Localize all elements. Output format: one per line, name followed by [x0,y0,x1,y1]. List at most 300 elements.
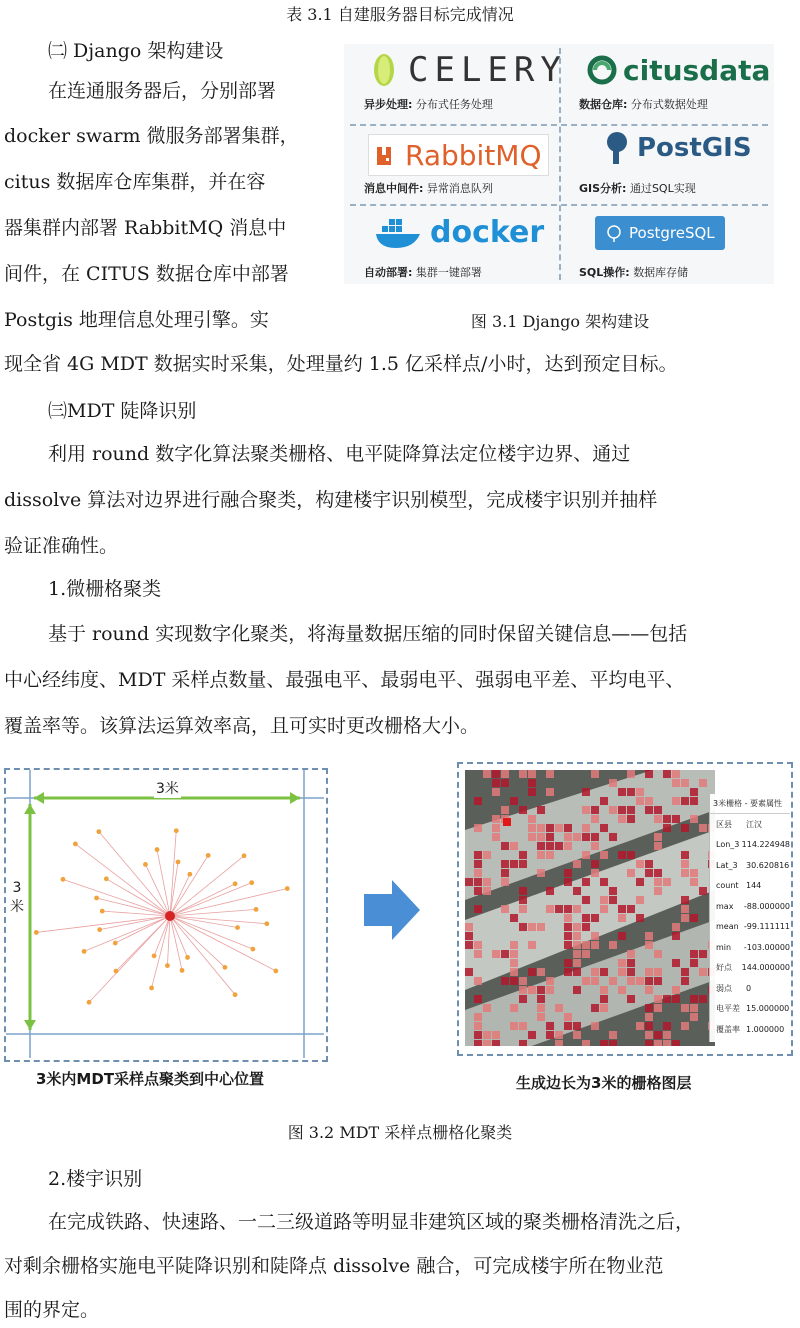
satellite-grid-svg [465,770,715,1046]
grid-cell [564,959,572,967]
grid-cell [618,788,626,796]
attribute-value: 0 [746,983,752,993]
grid-cell [573,968,581,976]
grid-cell [690,995,698,1003]
tech-label: GIS分析: [579,182,627,195]
grid-cell [501,860,509,868]
grid-cell [537,824,545,832]
grid-cell [618,986,626,994]
grid-cell [600,995,608,1003]
grid-cell [528,788,536,796]
tech-item-celery [344,44,567,124]
grid-cell [483,851,491,859]
grid-cell [636,896,644,904]
grid-cell [510,1004,518,1012]
grid-cell [501,977,509,985]
grid-cell [528,833,536,841]
grid-cell [645,806,653,814]
docker-logo-text: docker [430,214,545,250]
figure-caption: 图 3.2 MDT 采样点栅格化聚类 [287,1123,513,1142]
cluster-ray [170,916,253,949]
grid-cell [528,986,536,994]
grid-cell [555,1040,563,1046]
grid-cell [555,1004,563,1012]
grid-cell [573,833,581,841]
sample-point [34,930,39,935]
grid-cell [645,932,653,940]
postgresql-logo-text: PostgreSQL [629,224,715,242]
grid-cell [555,1031,563,1039]
attribute-key: 区县 [716,819,732,829]
cluster-ray [170,916,235,995]
grid-cell [528,824,536,832]
grid-cell [573,941,581,949]
grid-cell [573,905,581,913]
grid-cell [645,941,653,949]
grid-cell [510,959,518,967]
grid-cell [627,869,635,877]
grid-cell [519,977,527,985]
grid-cell [645,770,653,778]
grid-cell [690,1004,698,1012]
sample-point [223,965,228,970]
attribute-value: -88.000000 [743,901,790,911]
grid-cell [519,1022,527,1030]
grid-cell [627,977,635,985]
grid-divider-horizontal [350,204,768,206]
grid-cell [582,1040,590,1046]
section-heading-django: ㈡ Django 架构建设 [48,40,224,62]
grid-cell [600,797,608,805]
sample-point [73,842,78,847]
grid-cell [501,869,509,877]
sample-point [185,955,190,960]
sample-point [242,853,247,858]
tech-desc: 数据库存储 [633,266,689,279]
grid-cell [582,941,590,949]
sample-point [249,880,254,885]
celery-logo-text: CELERY [408,50,567,90]
grid-cell [681,896,689,904]
grid-cell [600,851,608,859]
grid-cell [636,860,644,868]
grid-cell [699,950,707,958]
citus-logo-text: citusdata [623,53,771,87]
sample-point [264,921,269,926]
paragraph-line: 围的界定。 [4,1299,100,1321]
grid-cell [474,977,482,985]
sample-point [94,896,99,901]
tech-label: 异步处理: [364,98,413,111]
grid-cell [510,914,518,922]
right-arrow-icon [364,880,420,940]
grid-cell [618,806,626,814]
grid-cell [681,905,689,913]
grid-cell [699,995,707,1003]
sample-point [285,886,290,891]
grid-cell [645,860,653,868]
attribute-row [710,958,790,979]
grid-cell [609,806,617,814]
grid-cell [672,1040,680,1046]
grid-cell [636,914,644,922]
grid-cell [609,833,617,841]
grid-cell [690,788,698,796]
grid-cell [609,896,617,904]
sample-point [114,969,119,974]
grid-cell [564,1022,572,1030]
paragraph-line: 现全省 4G MDT 数据实时采集，处理量约 1.5 亿采样点/小时，达到预定目标。 [4,353,678,375]
grid-cell [582,806,590,814]
attribute-value: 144.000000 [741,963,790,973]
grid-cell [681,1022,689,1030]
tech-desc: 集群一键部署 [415,266,482,279]
grid-cell [510,1022,518,1030]
cluster-diagram-svg [6,770,326,1060]
grid-cell [465,932,473,940]
grid-cell [555,842,563,850]
attribute-row [710,978,790,999]
attribute-key: mean [716,922,739,932]
sample-point [149,986,154,991]
sample-point [233,992,238,997]
grid-cell [564,833,572,841]
grid-cell [591,914,599,922]
celery-leaf-icon [366,52,402,88]
grid-cell [672,959,680,967]
grid-cell [474,1013,482,1021]
grid-cell [627,905,635,913]
grid-cell [537,995,545,1003]
grid-cell [591,806,599,814]
sample-point [235,925,240,930]
grid-cell [474,1031,482,1039]
cluster-ray [170,916,182,970]
grid-cell [681,914,689,922]
grid-cell [483,770,491,778]
grid-cell [681,968,689,976]
grid-cell [510,977,518,985]
sample-point [254,907,259,912]
grid-cell [645,968,653,976]
grid-cell [564,923,572,931]
sample-point [143,862,148,867]
grid-cell [546,1022,554,1030]
grid-cell [600,896,608,904]
cluster-ray [145,864,170,916]
dimension-label-height: 3 米 [10,880,24,915]
grid-cell [645,869,653,877]
grid-cell [546,905,554,913]
grid-cell [474,887,482,895]
grid-cell [465,878,473,886]
grid-cell [672,770,680,778]
attribute-row [710,917,790,938]
grid-cell [690,797,698,805]
grid-cell [528,941,536,949]
grid-cell [492,833,500,841]
attribute-row [710,814,790,835]
paragraph-line: 对剩余栅格实施电平陡降识别和陡降点 dissolve 融合，可完成楼宇所在物业范 [4,1255,664,1277]
grid-cell [627,788,635,796]
grid-cell [672,815,680,823]
grid-cell [582,824,590,832]
grid-cell [645,1013,653,1021]
grid-cell [519,887,527,895]
docker-whale-icon [374,214,424,250]
grid-cell [501,878,509,886]
attribute-value: -99.111111 [743,922,790,932]
sample-point [61,877,66,882]
grid-cell [654,887,662,895]
cluster-ray [116,916,170,971]
grid-cell [663,995,671,1003]
paragraph-line: 利用 round 数字化算法聚类栅格、电平陡降算法定位楼宇边界、通过 [48,443,631,465]
sample-point [187,872,192,877]
grid-divider-horizontal [350,124,768,126]
grid-cell [528,779,536,787]
grid-cell [519,851,527,859]
grid-cell [690,1013,698,1021]
grid-cell [672,779,680,787]
figure-subcaption-right: 生成边长为3米的栅格图层 [516,1074,692,1092]
grid-cell [591,1022,599,1030]
grid-cell [627,995,635,1003]
postgis-elephant-icon [603,130,631,166]
grid-layer-map [457,762,793,1056]
grid-cell [465,968,473,976]
cluster-ray [170,916,276,971]
grid-cell [501,950,509,958]
grid-cell [690,914,698,922]
sample-point [233,881,238,886]
grid-cell [591,968,599,976]
attribute-value: 144 [746,881,762,891]
attribute-key: 好点 [716,963,732,973]
section-heading-mdt: ㈢MDT 陡降识别 [48,400,197,422]
paragraph-line: 覆盖率等。该算法运算效率高，且可实时更改栅格大小。 [4,715,480,737]
grid-cell [510,797,518,805]
grid-cell [537,842,545,850]
grid-cell [528,815,536,823]
grid-cell [546,887,554,895]
grid-cell [474,905,482,913]
grid-cell [654,995,662,1003]
grid-cell [627,806,635,814]
grid-cell [591,977,599,985]
grid-cell [600,1004,608,1012]
grid-cell [591,860,599,868]
tech-desc: 通过SQL实现 [629,182,696,195]
tech-item-docker [344,204,559,284]
attribute-key: 弱点 [716,983,732,993]
grid-cell [582,977,590,985]
grid-cell [672,986,680,994]
grid-cell [582,851,590,859]
sample-point [152,953,157,958]
grid-cell [654,968,662,976]
tech-desc: 异常消息队列 [426,182,493,195]
paragraph-line: 验证准确性。 [4,535,119,557]
grid-cell [573,1022,581,1030]
grid-cell [582,833,590,841]
grid-cell [474,941,482,949]
grid-cell [699,779,707,787]
attribute-row [710,835,790,856]
grid-cell [591,770,599,778]
grid-cell [663,815,671,823]
grid-cell [564,824,572,832]
grid-cell [474,950,482,958]
grid-cell [654,977,662,985]
grid-cell [663,1031,671,1039]
grid-cell [654,1031,662,1039]
cluster-ray [75,844,170,916]
grid-cell [492,815,500,823]
grid-cell [519,905,527,913]
sample-point [206,853,211,858]
tech-label: 消息中间件: [364,182,424,195]
sample-point [180,968,185,973]
paragraph-line: docker swarm 微服务部署集群， [4,125,299,147]
grid-cell [537,1004,545,1012]
grid-cell [546,842,554,850]
grid-cell [465,941,473,949]
grid-cell [690,878,698,886]
grid-cell [672,932,680,940]
selected-grid-cell[interactable] [503,818,511,826]
grid-cell [645,986,653,994]
cluster-ray [152,916,170,988]
grid-cell [654,1040,662,1046]
grid-cell [483,1004,491,1012]
grid-cell [645,977,653,985]
grid-cell [519,770,527,778]
attribute-row [710,1019,790,1040]
grid-cell [564,968,572,976]
sample-point [97,927,102,932]
grid-cell [501,779,509,787]
grid-cell [564,1013,572,1021]
grid-cell [591,1004,599,1012]
attribute-value: 江汉 [746,819,762,829]
grid-cell [564,941,572,949]
grid-cell [510,950,518,958]
grid-cell [573,923,581,931]
attribute-row [710,999,790,1020]
grid-cell [474,851,482,859]
grid-cell [699,968,707,976]
grid-cell [555,905,563,913]
grid-cell [690,959,698,967]
grid-cell [636,878,644,886]
grid-cell [537,968,545,976]
grid-cell [573,932,581,940]
attribute-key: count [716,881,739,891]
grid-cell [492,779,500,787]
grid-cell [618,932,626,940]
grid-cell [636,797,644,805]
paragraph-line: dissolve 算法对边界进行融合聚类，构建楼宇识别模型，完成楼宇识别并抽样 [4,489,658,511]
grid-cell [600,878,608,886]
cluster-ray [157,850,170,916]
attribute-value: 15.000000 [746,1004,790,1014]
figure-subcaption-left: 3米内MDT采样点聚类到中心位置 [36,1070,265,1088]
grid-cell [519,860,527,868]
grid-cell [618,851,626,859]
paragraph-line: 在完成铁路、快速路、一二三级道路等明显非建筑区域的聚类栅格清洗之后， [48,1211,695,1233]
grid-cell [582,923,590,931]
figure-caption: 图 3.1 Django 架构建设 [470,312,650,331]
table-caption: 表 3.1 自建服务器目标完成情况 [286,5,514,24]
grid-cell [564,842,572,850]
cluster-ray [170,831,176,916]
cluster-diagram [4,768,328,1062]
grid-cell [474,860,482,868]
grid-cell [564,905,572,913]
attribute-row [710,855,790,876]
tech-item-postgis [559,124,774,204]
grid-cell [591,815,599,823]
grid-cell [690,869,698,877]
grid-cell [618,815,626,823]
postgis-logo-text: PostGIS [637,133,752,163]
grid-cell [645,1004,653,1012]
rabbitmq-logo-text: RabbitMQ [405,138,542,172]
grid-cell [681,824,689,832]
grid-cell [600,968,608,976]
grid-cell [528,1031,536,1039]
grid-cell [690,815,698,823]
grid-cell [663,770,671,778]
grid-cell [582,950,590,958]
grid-cell [609,1031,617,1039]
grid-cell [474,878,482,886]
sample-point [96,829,101,834]
grid-cell [645,1031,653,1039]
grid-cell [690,950,698,958]
grid-cell [681,977,689,985]
grid-cell [663,1022,671,1030]
grid-cell [681,1004,689,1012]
grid-cell [672,923,680,931]
grid-cell [627,770,635,778]
tech-label: 数据仓库: [579,98,628,111]
grid-cell [654,833,662,841]
tech-item-citus [559,44,774,124]
grid-cell [699,824,707,832]
grid-cell [663,878,671,886]
grid-cell [555,824,563,832]
grid-cell [582,788,590,796]
grid-cell [600,986,608,994]
grid-cell [618,914,626,922]
grid-cell [537,869,545,877]
grid-cell [591,833,599,841]
grid-cell [519,923,527,931]
grid-cell [573,887,581,895]
grid-cell [645,1022,653,1030]
attribute-value: 114.224948 [741,840,790,850]
grid-cell [537,923,545,931]
grid-cell [645,1040,653,1046]
grid-cell [681,860,689,868]
paragraph-line: 间件，在 CITUS 数据仓库中部署 [4,263,289,285]
grid-cell [591,869,599,877]
cluster-ray [115,916,170,943]
grid-cell [474,1022,482,1030]
grid-cell [573,1031,581,1039]
